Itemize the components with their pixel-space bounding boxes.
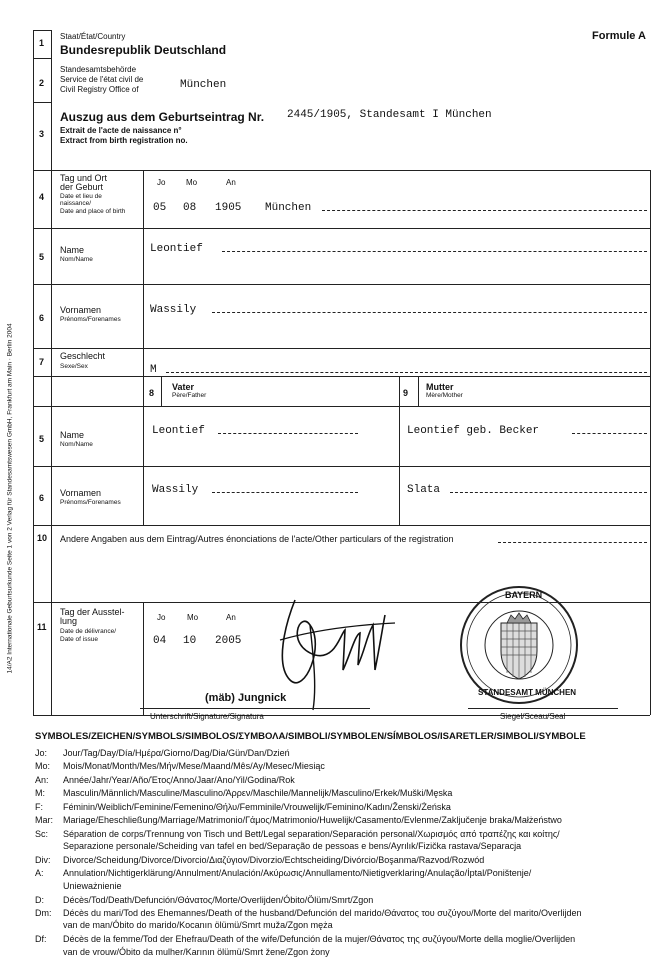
day-header: Jo: [157, 178, 166, 187]
symbol-meaning: Mariage/Eheschließung/Marriage/Matrimonio/Γάμος/Matrimonio/Huwelijk/Casamento/Evlenme/Zaključenje braka/Małżeństwo: [63, 815, 562, 825]
row-number: 10: [37, 533, 48, 543]
issue-day: 04: [153, 635, 167, 647]
seal-label: Siegel/Sceau/Seal: [500, 712, 566, 721]
country-label: Staat/État/Country: [60, 32, 126, 41]
name-label-sub: Nom/Name: [60, 256, 93, 263]
symbol-key: An:: [35, 775, 49, 785]
signature-label: Unterschrift/Signature/Signatura: [150, 712, 264, 721]
birth-day: 05: [153, 202, 167, 214]
birth-month: 08: [183, 202, 197, 214]
row-number: 7: [39, 357, 45, 367]
mother-label: Mutter: [426, 382, 454, 392]
symbol-meaning: Année/Jahr/Year/Año/Έτος/Anno/Jaar/Ano/Yil/Godina/Rok: [63, 775, 295, 785]
symbol-key: Mo:: [35, 761, 51, 771]
issue-label-de1: Tag der Ausstel-: [60, 607, 125, 617]
extract-label-en: Extract from birth registration no.: [60, 136, 188, 145]
registry-value: München: [180, 79, 227, 91]
issue-label-en: Date of issue: [60, 636, 98, 643]
symbol-key: Df:: [35, 934, 47, 944]
parent-forenames-label-sub: Prénoms/Forenames: [60, 499, 121, 506]
row-number: 9: [403, 388, 409, 398]
issue-month: 10: [183, 635, 197, 647]
symbol-meaning: Féminin/Weiblich/Feminine/Femenino/Θήλυ/Femminile/Vrouwelijk/Feminino/Kadın/Ženski/Żeńska: [63, 802, 451, 812]
birth-year: 1905: [215, 202, 242, 214]
mother-label-sub: Mère/Mother: [426, 392, 463, 399]
birth-label-fr2: naissance/: [60, 200, 92, 207]
registry-label-en: Civil Registry Office of: [60, 85, 139, 94]
year-header: An: [226, 178, 236, 187]
father-surname: Leontief: [152, 425, 205, 437]
issue-month-header: Mo: [187, 613, 199, 622]
row-number: 11: [37, 622, 47, 632]
registry-label-fr: Service de l'état civil de: [60, 75, 144, 84]
symbol-meaning: Annulation/Nichtigerklärung/Annulment/Anulación/Ακύρωσις/Annullamento/Nietigverklaring/Anulação/İptal/Poništenje/: [63, 868, 532, 878]
row-number: 2: [39, 78, 45, 88]
symbol-meaning: Unieważnienie: [63, 881, 122, 891]
issue-year-header: An: [226, 613, 236, 622]
row-number: 1: [39, 38, 45, 48]
father-label-sub: Père/Father: [172, 392, 207, 399]
symbols-title: SYMBOLES/ZEICHEN/SYMBOLS/SIMBOLOS/ΣΥΜΒΟΛΑ/SIMBOLI/SYMBOLEN/SÍMBOLOS/ISARETLER/SIMBOLI/SYMBOLE: [35, 731, 586, 742]
mother-forenames: Slata: [407, 484, 441, 496]
symbol-key: Div:: [35, 855, 51, 865]
birth-place: München: [265, 202, 312, 214]
name-label: Name: [60, 245, 85, 255]
symbol-meaning: Séparation de corps/Trennung von Tisch und Bett/Legal separation/Separación personal/Χωρισμός από τραπέζης και κοίτης/: [63, 829, 560, 839]
issue-label-de2: lung: [60, 616, 78, 626]
father-label: Vater: [172, 382, 195, 392]
issue-label-fr: Date de délivrance/: [60, 628, 117, 635]
sex-label-sub: Sexe/Sex: [60, 363, 88, 370]
sex-label: Geschlecht: [60, 351, 106, 361]
symbol-meaning: Separazione personale/Scheiding van tafel en bed/Separação de pessoas e bens/Ayrılık/Fizička rastava/Separacja: [63, 841, 522, 851]
parent-name-label: Name: [60, 430, 85, 440]
symbol-key: D:: [35, 895, 44, 905]
symbol-key: Jo:: [35, 748, 48, 758]
month-header: Mo: [186, 178, 198, 187]
publisher-side-text: 14/A2 Internationale Geburtsurkunde Seite 1 von 2 Verlag für Standesamtswesen GmbH, Frankfurt am Main · Berlin 2004: [6, 323, 14, 674]
forenames-label: Vornamen: [60, 305, 102, 315]
row-number: 6: [39, 493, 45, 503]
forenames-value: Wassily: [150, 304, 197, 316]
birth-label-en: Date and place of birth: [60, 208, 126, 215]
symbol-key: Sc:: [35, 829, 49, 839]
seal-top-text: BAYERN: [505, 590, 543, 600]
row-number: 4: [39, 192, 45, 202]
symbol-meaning: Jour/Tag/Day/Día/Ημέρα/Giorno/Dag/Dia/Gün/Dan/Dzień: [63, 748, 290, 758]
birth-label-fr1: Date et lieu de: [60, 193, 102, 200]
row-number: 5: [39, 252, 45, 262]
row-number: 3: [39, 129, 45, 139]
symbol-key: Dm:: [35, 908, 52, 918]
symbol-key: F:: [35, 802, 43, 812]
mother-surname: Leontief geb. Becker: [407, 425, 540, 437]
symbol-meaning: Décès de la femme/Tod der Ehefrau/Death of the wife/Defunción de la mujer/Θάνατος της συζύγου/Morte della moglie/Overlijden: [63, 934, 576, 944]
symbol-meaning: Masculin/Männlich/Masculine/Masculino/Άρρεν/Maschile/Mannelijk/Masculino/Erkek/Muški/Męska: [63, 788, 453, 798]
issue-day-header: Jo: [157, 613, 166, 622]
symbol-meaning: van de man/Óbito do marido/Kocanın ölümü/Smrt muža/Zgon męża: [63, 920, 333, 930]
registration-number-value: 2445/1905, Standesamt I München: [287, 109, 492, 121]
forenames-label-sub: Prénoms/Forenames: [60, 316, 121, 323]
extract-label-fr: Extrait de l'acte de naissance n°: [60, 126, 182, 135]
symbol-meaning: Décès du mari/Tod des Ehemannes/Death of the husband/Defunción del marido/Θάνατος του συζύγου/Morte del marito/Overlijden: [63, 908, 582, 918]
symbol-meaning: Divorce/Scheidung/Divorce/Divorcio/Διαζύγιον/Divorzio/Echtscheiding/Divórcio/Boşanma/Razvod/Rozwód: [63, 855, 485, 865]
parent-name-label-sub: Nom/Name: [60, 441, 93, 448]
seal-bottom-text: STANDESAMT MÜNCHEN: [478, 688, 577, 697]
symbol-meaning: Mois/Monat/Month/Mes/Μήν/Mese/Maand/Mês/Ay/Mesec/Miesiąc: [63, 761, 325, 771]
symbol-meaning: Décès/Tod/Death/Defunción/Θάνατος/Morte/Overlijden/Óbito/Ölüm/Smrt/Zgon: [63, 895, 374, 905]
row-number: 6: [39, 313, 45, 323]
birth-label-de2: der Geburt: [60, 182, 104, 192]
symbol-key: Mar:: [35, 815, 53, 825]
surname-value: Leontief: [150, 243, 203, 255]
signer-name: (mäb) Jungnick: [205, 692, 287, 704]
row-number: 8: [149, 388, 155, 398]
symbol-key: M:: [35, 788, 45, 798]
parent-forenames-label: Vornamen: [60, 488, 102, 498]
form-type-label: Formule A: [592, 30, 646, 42]
row-number: 5: [39, 434, 45, 444]
extract-label-de: Auszug aus dem Geburtseintrag Nr.: [60, 110, 265, 124]
sex-value: M: [150, 364, 157, 376]
other-particulars-label: Andere Angaben aus dem Eintrag/Autres énonciations de l'acte/Other particulars of the registration: [60, 534, 454, 544]
issue-year: 2005: [215, 635, 242, 647]
symbol-key: A:: [35, 868, 44, 878]
birth-label-de1: Tag und Ort: [60, 173, 108, 183]
father-forenames: Wassily: [152, 484, 199, 496]
registry-label-de: Standesamtsbehörde: [60, 65, 137, 74]
country-value: Bundesrepublik Deutschland: [60, 43, 227, 57]
symbol-meaning: van de vrouw/Óbito da mulher/Karının ölümü/Smrt žene/Zgon żony: [63, 947, 330, 957]
